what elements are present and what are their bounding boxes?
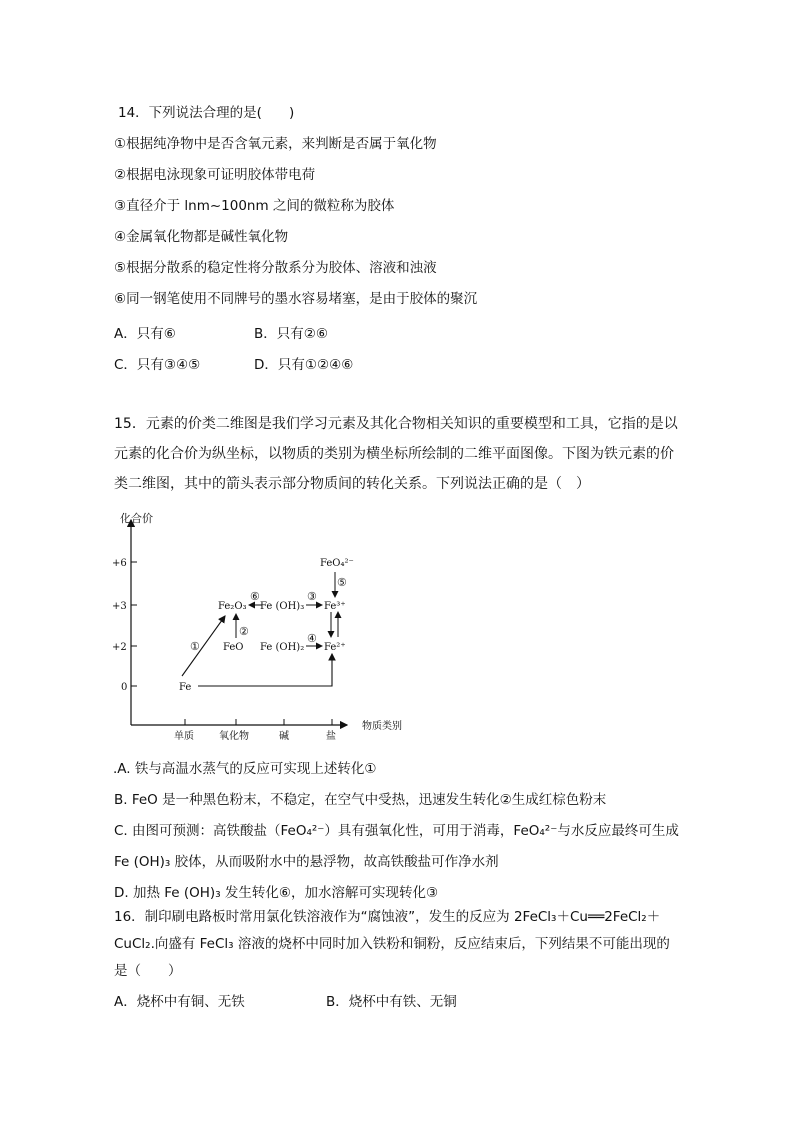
q15-option-c-line2: Fe (OH)₃ 胶体，从而吸附水中的悬浮物，故高铁酸盐可作净水剂 <box>114 854 499 870</box>
iron-valence-class-diagram <box>112 508 432 743</box>
species-feoh3: Fe (OH)₃ <box>260 601 305 612</box>
y-axis-title: 化合价 <box>120 512 153 525</box>
y-tick-plus3: +3 <box>112 601 127 612</box>
q16-option-a: A．烧杯中有铜、无铁 <box>114 994 245 1010</box>
y-tick-zero: 0 <box>121 682 128 693</box>
q14-item-4: ④金属氧化物都是碱性氧化物 <box>114 229 289 245</box>
q15-option-a: .A. 铁与高温水蒸气的反应可实现上述转化① <box>113 761 377 777</box>
q14-item-2: ②根据电泳现象可证明胶体带电荷 <box>114 167 316 183</box>
arrow-fe-to-fe2 <box>198 654 332 686</box>
q14-item-3: ③直径介于 lnm~100nm 之间的微粒称为胶体 <box>114 198 395 214</box>
q15-stem-line3: 类二维图，其中的箭头表示部分物质间的转化关系。下列说法正确的是（ ） <box>114 476 590 492</box>
species-fe3: Fe³⁺ <box>324 601 346 612</box>
q14-item-1: ①根据纯净物中是否含氧元素，来判断是否属于氧化物 <box>114 136 437 152</box>
species-feo4: FeO₄²⁻ <box>320 558 354 569</box>
q15-option-d: D. 加热 Fe (OH)₃ 发生转化⑥，加水溶解可实现转化③ <box>114 885 439 901</box>
q14-option-a: A．只有⑥ <box>114 326 176 342</box>
y-tick-plus6: +6 <box>112 558 127 569</box>
q14-option-b: B．只有②⑥ <box>254 326 328 342</box>
q15-stem-line1: 15．元素的价类二维图是我们学习元素及其化合物相关知识的重要模型和工具，它指的是以 <box>114 416 678 432</box>
x-tick-salt: 盐 <box>326 731 336 742</box>
q16-stem-line3: 是（ ） <box>114 963 182 979</box>
x-tick-base: 碱 <box>279 731 289 742</box>
x-tick-element: 单质 <box>174 731 194 742</box>
arrow-1 <box>182 616 225 676</box>
y-tick-plus2: +2 <box>112 642 127 653</box>
species-fe2: Fe²⁺ <box>324 642 346 653</box>
label-4: ④ <box>307 632 317 645</box>
x-tick-oxide: 氧化物 <box>219 731 249 742</box>
label-6: ⑥ <box>250 590 260 603</box>
species-feo: FeO <box>223 642 244 653</box>
label-3: ③ <box>307 590 317 603</box>
q14-option-c: C．只有③④⑤ <box>114 357 201 373</box>
species-feoh2: Fe (OH)₂ <box>260 642 305 653</box>
q16-option-b: B．烧杯中有铁、无铜 <box>326 994 457 1010</box>
x-axis-title: 物质类别 <box>362 721 402 732</box>
q14-item-6: ⑥同一钢笔使用不同牌号的墨水容易堵塞，是由于胶体的聚沉 <box>114 291 478 307</box>
q15-stem-line2: 元素的化合价为纵坐标，以物质的类别为横坐标所绘制的二维平面图像。下图为铁元素的价 <box>114 446 674 462</box>
q15-option-b: B. FeO 是一种黑色粉末，不稳定，在空气中受热，迅速发生转化②生成红棕色粉末 <box>114 792 607 808</box>
label-5: ⑤ <box>337 576 347 589</box>
species-fe2o3: Fe₂O₃ <box>218 601 247 612</box>
q16-stem-line1: 16．制印刷电路板时常用氯化铁溶液作为“腐蚀液”，发生的反应为 2FeCl₃＋Cu══2FeCl₂＋ <box>114 909 661 925</box>
q14-stem: 14．下列说法合理的是( ) <box>118 105 295 121</box>
q14-item-5: ⑤根据分散系的稳定性将分散系分为胶体、溶液和浊液 <box>114 260 437 276</box>
label-2: ② <box>239 625 249 638</box>
q15-option-c-line1: C. 由图可预测：高铁酸盐（FeO₄²⁻）具有强氧化性，可用于消毒，FeO₄²⁻与水反应最终可生成 <box>114 823 679 839</box>
q14-option-d: D．只有①②④⑥ <box>254 357 354 373</box>
q16-stem-line2: CuCl₂.向盛有 FeCl₃ 溶液的烧杯中同时加入铁粉和铜粉，反应结束后，下列结果不可能出现的 <box>114 936 670 952</box>
label-1: ① <box>190 640 200 653</box>
species-fe: Fe <box>179 682 192 693</box>
